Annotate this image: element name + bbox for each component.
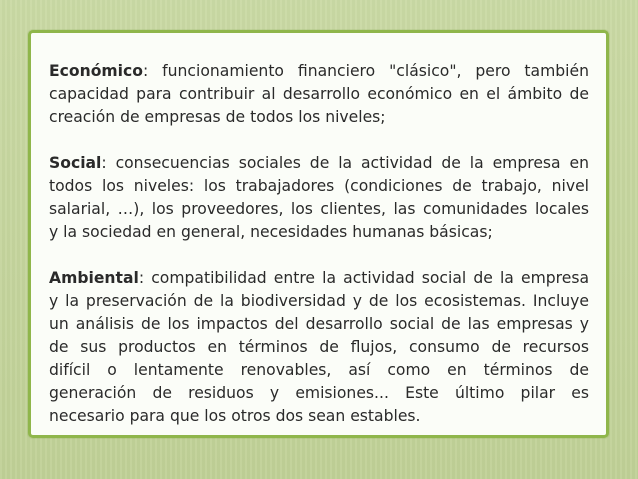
paragraph-text: : consecuencias sociales de la actividad de la empresa en — [101, 154, 589, 172]
paragraph-line: generación de residuos y emisiones... Este último pilar es — [49, 384, 589, 402]
slide-content — [49, 60, 589, 428]
paragraph-line: creación de empresas de todos los niveles; — [49, 108, 386, 126]
paragraph-ambiental — [49, 267, 589, 428]
paragraph-line: difícil o lentamente renovables, así como en términos de — [49, 361, 589, 379]
term-ambiental: Ambiental — [49, 269, 139, 287]
paragraph-line: salarial, …), los proveedores, los clientes, las comunidades locales — [49, 200, 589, 218]
paragraph-line: y la sociedad en general, necesidades humanas básicas; — [49, 223, 493, 241]
paragraph-text: : compatibilidad entre la actividad social de la empresa — [138, 269, 589, 287]
paragraph-line — [49, 152, 589, 175]
term-economico: Económico — [49, 62, 143, 80]
paragraph-line — [49, 60, 589, 83]
paragraph-text: : funcionamiento financiero "clásico", pero también — [142, 62, 589, 80]
paragraph-line: todos los niveles: los trabajadores (condiciones de trabajo, nivel — [49, 177, 589, 195]
paragraph-line: necesario para que los otros dos sean estables. — [49, 407, 421, 425]
term-social: Social — [49, 154, 102, 172]
paragraph-line — [49, 267, 589, 290]
paragraph-line: un análisis de los impactos del desarrollo social de las empresas y — [49, 315, 589, 333]
paragraph-line: de sus productos en términos de flujos, consumo de recursos — [49, 338, 589, 356]
paragraph-line: y la preservación de la biodiversidad y de los ecosistemas. Incluye — [49, 292, 589, 310]
paragraph-economico — [49, 60, 589, 129]
paragraph-line: capacidad para contribuir al desarrollo económico en el ámbito de — [49, 85, 589, 103]
paragraph-social — [49, 152, 589, 244]
